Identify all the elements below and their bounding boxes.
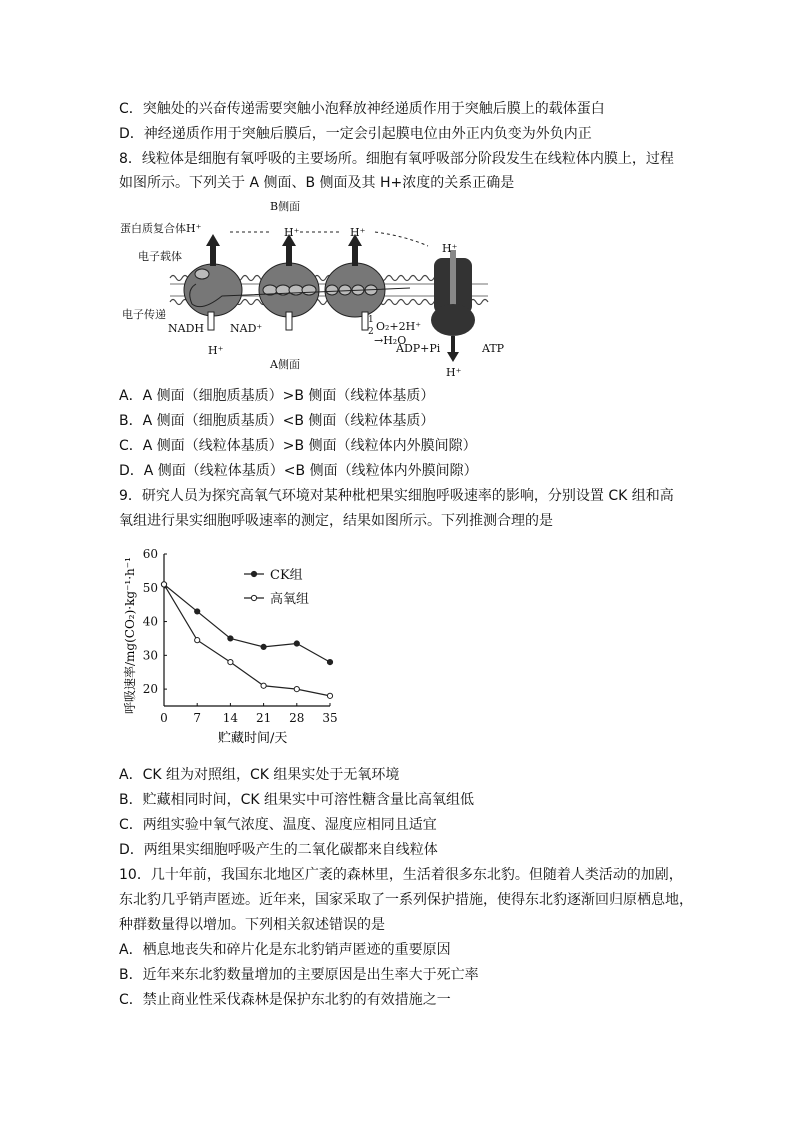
data-point (327, 659, 332, 664)
q8-option-b: B．A 侧面（细胞质基质）<B 侧面（线粒体基质） (119, 413, 435, 429)
data-point (261, 683, 266, 688)
h-plus-label: H⁺ (446, 366, 462, 379)
x-tick-label: 7 (193, 711, 202, 725)
mitochondria-membrane-diagram (120, 196, 520, 384)
q9-option-d: D．两组果实细胞呼吸产生的二氧化碳都来自线粒体 (119, 842, 438, 858)
data-point (161, 582, 166, 587)
legend-marker (251, 595, 256, 600)
data-point (294, 641, 299, 646)
h-plus-label: H⁺ (284, 226, 300, 239)
q7-option-c: C．突触处的兴奋传递需要突触小泡释放神经递质作用于突触后膜上的载体蛋白 (119, 101, 605, 117)
dashed-arrows (230, 232, 428, 246)
nadh-label: NADH (168, 322, 204, 335)
q9-stem-line2: 氧组进行果实细胞呼吸速率的测定，结果如图所示。下列推测合理的是 (119, 513, 553, 529)
complex-1 (184, 264, 242, 316)
chart-axes (164, 554, 330, 706)
atp-label: ATP (482, 342, 505, 355)
q8-option-a: A．A 侧面（细胞质基质）>B 侧面（线粒体基质） (119, 388, 435, 404)
h-plus-label: H⁺ (208, 344, 224, 357)
q10-option-a: A．栖息地丧失和碎片化是东北豹销声匿迹的重要原因 (119, 942, 451, 958)
x-tick-label: 28 (289, 711, 305, 725)
respiration-rate-chart (120, 546, 350, 752)
legend-label: CK组 (270, 568, 303, 583)
a-side-label: A侧面 (270, 358, 300, 371)
legend-marker (251, 571, 256, 576)
h-plus-label: H⁺ (442, 242, 458, 255)
q8-stem-line1: 8．线粒体是细胞有氧呼吸的主要场所。细胞有氧呼吸部分阶段发生在线粒体内膜上，过程 (119, 151, 674, 167)
data-point (228, 636, 233, 641)
data-point (228, 659, 233, 664)
q8-option-d: D．A 侧面（线粒体基质）<B 侧面（线粒体内外膜间隙） (119, 463, 478, 479)
q9-option-a: A．CK 组为对照组，CK 组果实处于无氧环境 (119, 767, 400, 783)
electron-transfer-label: 电子传递 (122, 308, 166, 321)
legend-label: 高氧组 (270, 592, 310, 607)
y-axis-label: 呼吸速率/mg(CO₂)·kg⁻¹·h⁻¹ (123, 557, 137, 714)
x-tick-label: 21 (255, 711, 272, 725)
q10-option-b: B．近年来东北豹数量增加的主要原因是出生率大于死亡率 (119, 967, 479, 983)
data-point (294, 687, 299, 692)
electron-carrier-label: 电子载体 (138, 250, 182, 263)
x-tick-label: 0 (160, 711, 168, 725)
adp-label: ADP+Pi (396, 342, 441, 355)
data-point (195, 638, 200, 643)
q7-option-d: D．神经递质作用于突触后膜后，一定会引起膜电位由外正内负变为外负内正 (119, 126, 592, 142)
chart-ticks (143, 547, 338, 725)
q9-stem-line1: 9．研究人员为探究高氧气环境对某种枇杷果实细胞呼吸速率的影响，分别设置 CK 组和高 (119, 488, 674, 504)
h-plus-label: H⁺ (350, 226, 366, 239)
q10-stem-line2: 东北豹几乎销声匿迹。近年来，国家采取了一系列保护措施，使得东北豹逐渐回归原栖息地， (119, 892, 693, 908)
nad-label: NAD⁺ (230, 322, 263, 335)
q10-option-c: C．禁止商业性采伐森林是保护东北豹的有效措施之一 (119, 992, 451, 1008)
y-tick-label: 30 (142, 648, 158, 663)
atp-synthase (431, 250, 475, 336)
protein-complex-label: 蛋白质复合体H⁺ (120, 222, 202, 235)
q9-option-c: C．两组实验中氧气浓度、温度、湿度应相同且适宜 (119, 817, 437, 833)
q9-option-b: B．贮藏相同时间，CK 组果实中可溶性糖含量比高氧组低 (119, 792, 475, 808)
y-tick-label: 60 (142, 547, 158, 561)
data-point (195, 609, 200, 614)
y-tick-label: 20 (142, 682, 158, 697)
water-label: →H₂O (374, 334, 407, 347)
x-tick-label: 35 (322, 711, 338, 725)
oxygen-reaction: O₂+2H⁺ (376, 320, 422, 333)
x-tick-label: 14 (222, 711, 239, 725)
x-axis-label: 贮藏时间/天 (218, 731, 288, 746)
y-tick-label: 50 (142, 580, 158, 595)
q10-stem-line1: 10．几十年前，我国东北地区广袤的森林里，生活着很多东北豹。但随着人类活动的加剧， (119, 867, 683, 883)
q8-stem-line2: 如图所示。下列关于 A 侧面、B 侧面及其 H+浓度的关系正确是 (119, 175, 515, 191)
chart-legend (244, 568, 309, 607)
data-point (327, 693, 332, 698)
half-denominator: 2 (368, 327, 374, 337)
b-side-label: B侧面 (270, 200, 301, 213)
half-numerator: 1 (368, 315, 374, 325)
q10-stem-line3: 种群数量得以增加。下列相关叙述错误的是 (119, 917, 385, 933)
q8-option-c: C．A 侧面（线粒体基质）>B 侧面（线粒体内外膜间隙） (119, 438, 477, 454)
y-tick-label: 40 (142, 614, 158, 629)
data-point (261, 644, 266, 649)
